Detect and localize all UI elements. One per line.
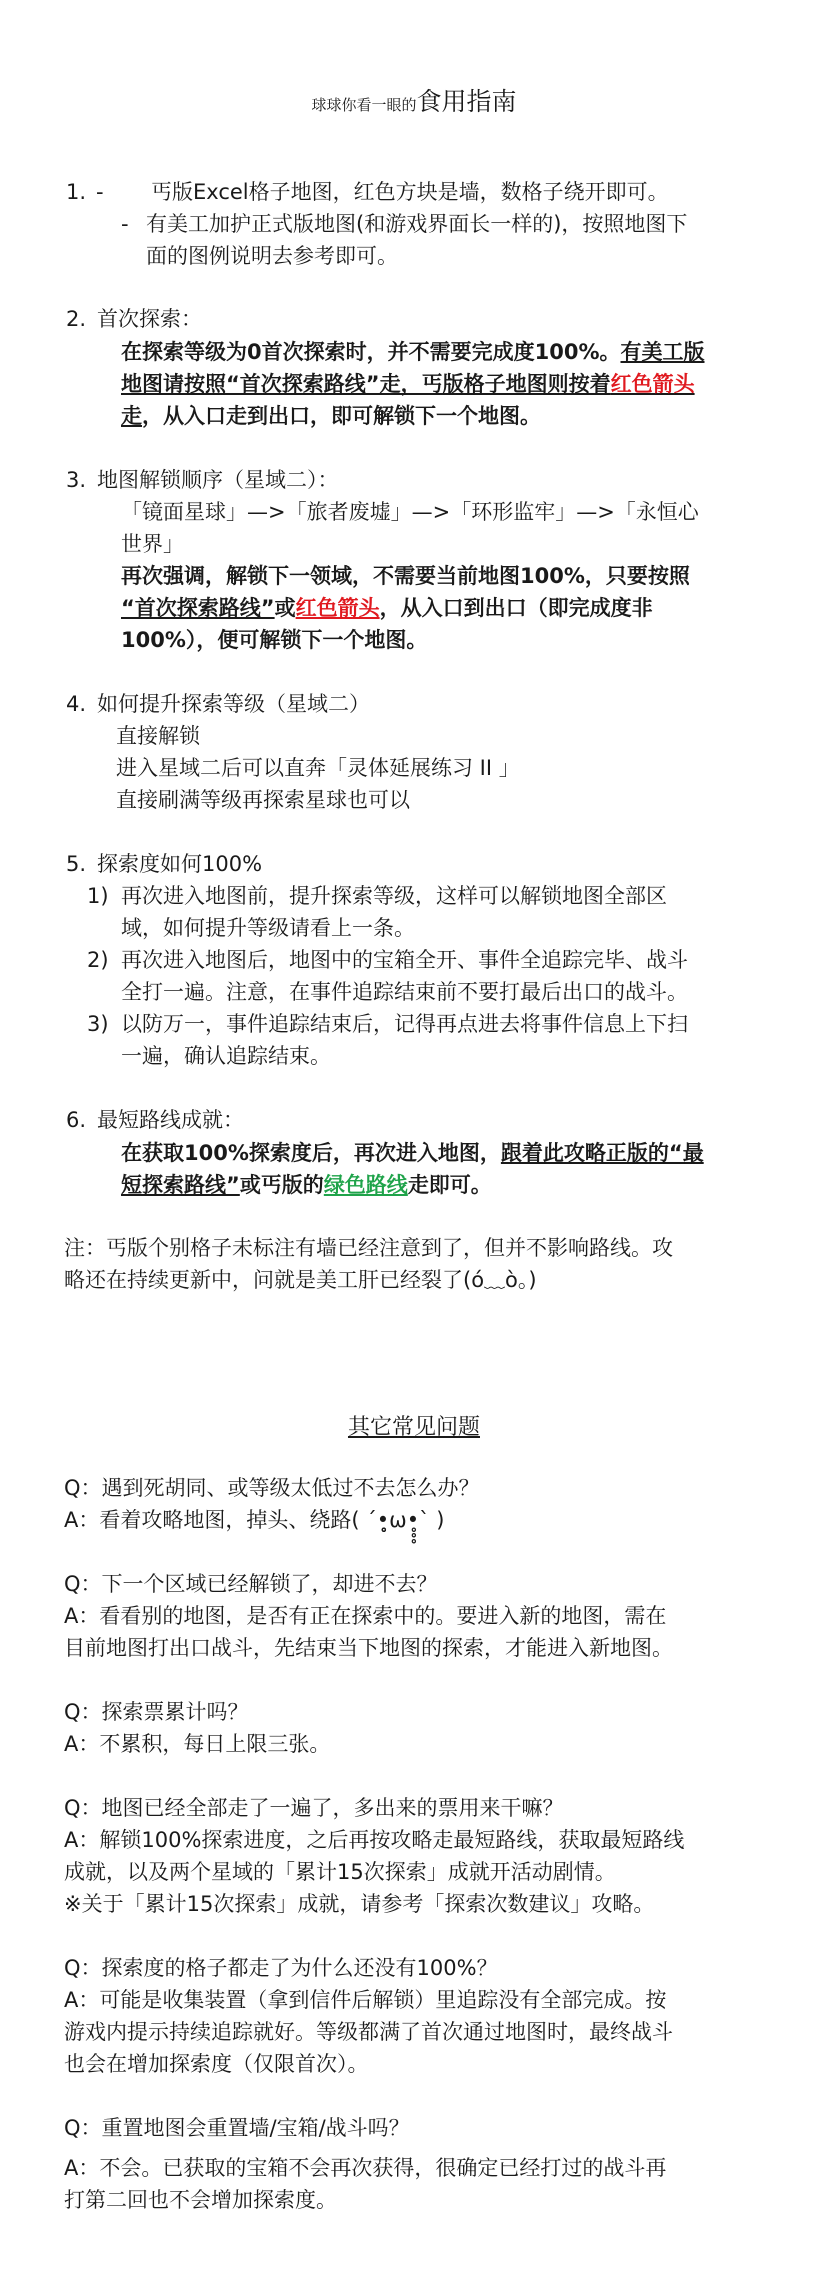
section-text	[121, 400, 541, 432]
text-run: 走	[121, 404, 142, 428]
section-text: 直接解锁	[116, 724, 200, 748]
section-heading: 如何提升探索等级（星域二）	[97, 692, 370, 716]
text-run: 地图请按照“首次探索路线”走，丐版格子地图则按着	[121, 372, 611, 396]
section-text: 直接刷满等级再探索星球也可以	[116, 788, 410, 812]
text-run: ，从入口走到出口，即可解锁下一个地图。	[142, 404, 541, 428]
text-run: ，从入口到出口（即完成度非	[379, 596, 653, 620]
text-run: “首次探索路线”	[121, 596, 275, 620]
list-number: 1)	[87, 884, 109, 908]
section-text	[121, 368, 695, 400]
faq-answer: A：不会。已获取的宝箱不会再次获得，很确定已经打过的战斗再	[64, 2156, 667, 2180]
section-number: 6.	[66, 1108, 87, 1132]
faq-question: Q：地图已经全部走了一遍了，多出来的票用来干嘛？	[64, 1796, 564, 1820]
faq-answer: A：看看别的地图，是否有正在探索中的。要进入新的地图，需在	[64, 1604, 667, 1628]
faq-answer: A：不累积，每日上限三张。	[64, 1732, 331, 1756]
text-run: 在获取100%探索度后，再次进入地图，	[121, 1141, 501, 1165]
section-number: 3.	[66, 468, 87, 492]
faq-answer: ※关于「累计15次探索」成就，请参考「探索次数建议」攻略。	[64, 1892, 655, 1916]
faq-question: Q：重置地图会重置墙/宝箱/战斗吗？	[64, 2116, 410, 2140]
faq-question: Q：下一个区域已经解锁了，却进不去？	[64, 1572, 438, 1596]
section-heading: 首次探索：	[97, 307, 202, 331]
list-number: 3)	[87, 1012, 109, 1036]
section-text: 世界」	[121, 532, 184, 556]
section-heading: 探索度如何100%	[97, 852, 263, 876]
faq-question: Q：探索票累计吗？	[64, 1700, 249, 1724]
list-item: 以防万一，事件追踪结束后，记得再点进去将事件信息上下扫	[121, 1012, 688, 1036]
list-dash: -	[96, 180, 104, 204]
list-number: 2)	[87, 948, 109, 972]
section-text	[121, 1137, 704, 1169]
section-text: 丐版Excel格子地图，红色方块是墙，数格子绕开即可。	[151, 180, 669, 204]
section-heading: 地图解锁顺序（星域二）：	[97, 468, 339, 492]
section-number: 4.	[66, 692, 87, 716]
page-title-small: 球球你看一眼的	[311, 96, 417, 114]
red-arrow-text: 红色箭头	[610, 372, 695, 396]
list-item: 全打一遍。注意，在事件追踪结束前不要打最后出口的战斗。	[121, 980, 688, 1004]
faq-question: Q：遇到死胡同、或等级太低过不去怎么办？	[64, 1476, 480, 1500]
section-text	[121, 336, 705, 368]
faq-answer: A：看着攻略地图，掉头、绕路( ´•̥̥̥ω•̥̥̥` )	[64, 1508, 445, 1532]
section-heading: 最短路线成就：	[97, 1108, 244, 1132]
page-title	[0, 82, 828, 118]
text-run: 在探索等级为0首次探索时，并不需要完成度100%。	[121, 340, 621, 364]
section-text	[121, 1169, 492, 1201]
page-title-big: 食用指南	[416, 87, 517, 116]
text-run: 走即可。	[407, 1173, 492, 1197]
faq-answer: 目前地图打出口战斗，先结束当下地图的探索，才能进入新地图。	[64, 1636, 673, 1660]
faq-answer: A：可能是收集装置（拿到信件后解锁）里追踪没有全部完成。按	[64, 1988, 667, 2012]
note-text: 注：丐版个别格子未标注有墙已经注意到了，但并不影响路线。攻	[64, 1236, 673, 1260]
list-item: 再次进入地图前，提升探索等级，这样可以解锁地图全部区	[121, 884, 667, 908]
section-text: 进入星域二后可以直奔「灵体延展练习 II 」	[116, 756, 520, 780]
section-number: 2.	[66, 307, 87, 331]
list-item: 一遍，确认追踪结束。	[121, 1044, 331, 1068]
green-route-text: 绿色路线	[323, 1173, 408, 1197]
text-run: 跟着此攻略正版的“最	[500, 1141, 704, 1165]
section-number: 1.	[66, 180, 87, 204]
faq-question: Q：探索度的格子都走了为什么还没有100%？	[64, 1956, 498, 1980]
list-dash: -	[121, 212, 129, 236]
section-text: 有美工加护正式版地图(和游戏界面长一样的)，按照地图下	[146, 212, 688, 236]
section-text: 100%），便可解锁下一个地图。	[121, 628, 428, 652]
text-run: 或	[274, 596, 296, 620]
note-text: 略还在持续更新中，问就是美工肝已经裂了(ó﹏ò｡)	[64, 1268, 537, 1292]
section-number: 5.	[66, 852, 87, 876]
list-item: 域，如何提升等级请看上一条。	[121, 916, 415, 940]
section-text: 再次强调，解锁下一领域，不需要当前地图100%，只要按照	[121, 564, 690, 588]
faq-answer: 成就，以及两个星域的「累计15次探索」成就开活动剧情。	[64, 1860, 616, 1884]
faq-answer: 也会在增加探索度（仅限首次）。	[64, 2052, 369, 2076]
faq-answer: 打第二回也不会增加探索度。	[64, 2188, 337, 2212]
faq-answer: A：解锁100%探索进度，之后再按攻略走最短路线，获取最短路线	[64, 1828, 685, 1852]
faq-answer: 游戏内提示持续追踪就好。等级都满了首次通过地图时，最终战斗	[64, 2020, 673, 2044]
faq-title: 其它常见问题	[347, 1415, 480, 1440]
list-item: 再次进入地图后，地图中的宝箱全开、事件全追踪完毕、战斗	[121, 948, 688, 972]
text-run: 或丐版的	[239, 1173, 324, 1197]
text-run: 有美工版	[620, 340, 705, 364]
section-text	[121, 592, 653, 624]
section-text: 「镜面星球」—>「旅者废墟」—>「环形监牢」—>「永恒心	[121, 500, 699, 524]
red-arrow-text: 红色箭头	[295, 596, 380, 620]
text-run: 短探索路线”	[121, 1173, 240, 1197]
section-text: 面的图例说明去参考即可。	[146, 244, 398, 268]
